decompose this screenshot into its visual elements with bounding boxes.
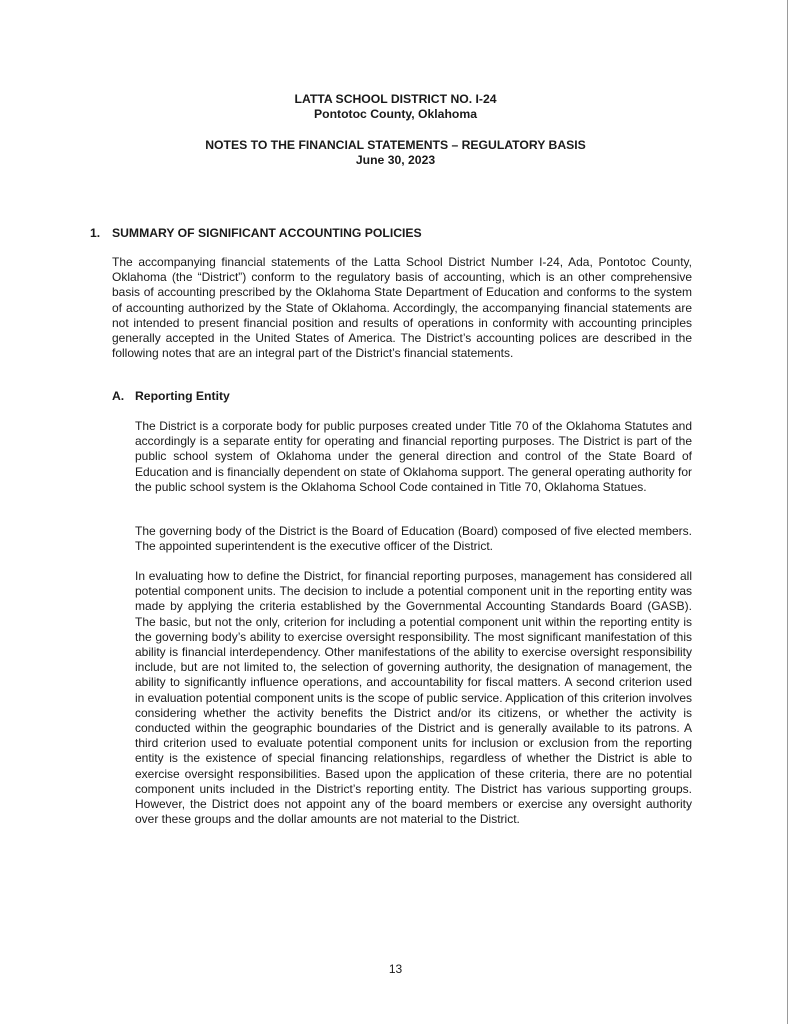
statement-date: June 30, 2023 (355, 153, 436, 167)
page-number: 13 (388, 962, 403, 976)
document-header (0, 92, 791, 122)
paragraph: In evaluating how to define the District, for financial reporting purposes, management has considered all potential component units. The decision to include a potential component unit in the reporting entity was made by applying the criteria established by the Governmental Accounting Standards Board (GASB). The basic, but not the only, criterion for including a potential component unit within the reporting entity is the governing body’s ability to exercise oversight responsibility. The most significant manifestation of this ability is financial interdependency. Other manifestations of the ability to exercise oversight responsibility include, but are not limited to, the selection of governing authority, the designation of management, the ability to significantly influence operations, and accountability for fiscal matters. A second criterion used in evaluation potential component units is the scope of public service. Application of this criterion involves considering whether the activity benefits the District and/or its citizens, or whether the activity is conducted within the geographic boundaries of the District and is generally available to its patrons. A third criterion used to evaluate potential component units for inclusion or exclusion from the reporting entity is the existence of special financing relationships, regardless of whether the District is able to exercise oversight responsibilities. Based upon the application of these criteria, there are no potential component units included in the District’s reporting entity. The District has various supporting groups. However, the District does not appoint any of the board members or exercise any oversight authority over these groups and the dollar amounts are not material to the District. (135, 569, 692, 827)
paragraph: The District is a corporate body for public purposes created under Title 70 of the Oklahoma Statutes and accordingly is a separate entity for operating and financial reporting purposes. The District is part of the public school system of Oklahoma under the general direction and control of the State Board of Education and is financially dependent on state of Oklahoma support. The general operating authority for the public school system is the Oklahoma School Code contained in Title 70, Oklahoma Statues. (135, 419, 692, 494)
notes-title: NOTES TO THE FINANCIAL STATEMENTS – REGULATORY BASIS (205, 138, 586, 152)
paragraph: The governing body of the District is the Board of Education (Board) composed of five elected members. The appointed superintendent is the executive officer of the District. (135, 524, 692, 554)
intro-paragraph: The accompanying financial statements of the Latta School District Number I-24, Ada, Pontotoc County, Oklahoma (the “District”) conform to the regulatory basis of accounting, which is an other comprehensive basis of accounting prescribed by the Oklahoma State Department of Education and conforms to the system of accounting authorized by the State of Oklahoma. Accordingly, the accompanying financial statements are not intended to present financial position and results of operations in conformity with accounting principles generally accepted in the United States of America. The District’s accounting polices are described in the following notes that are an integral part of the District’s financial statements. (112, 255, 692, 361)
section-number: 1. (90, 226, 101, 240)
section-title: SUMMARY OF SIGNIFICANT ACCOUNTING POLICIES (112, 226, 422, 240)
subsection-letter: A. (112, 389, 125, 403)
subsection-heading (112, 389, 230, 403)
district-name: LATTA SCHOOL DISTRICT NO. I-24 (294, 92, 497, 106)
subsection-title: Reporting Entity (135, 389, 230, 403)
page-edge-line (787, 0, 788, 1024)
county-name: Pontotoc County, Oklahoma (314, 107, 477, 121)
notes-header (0, 138, 791, 168)
section-heading (90, 226, 422, 240)
